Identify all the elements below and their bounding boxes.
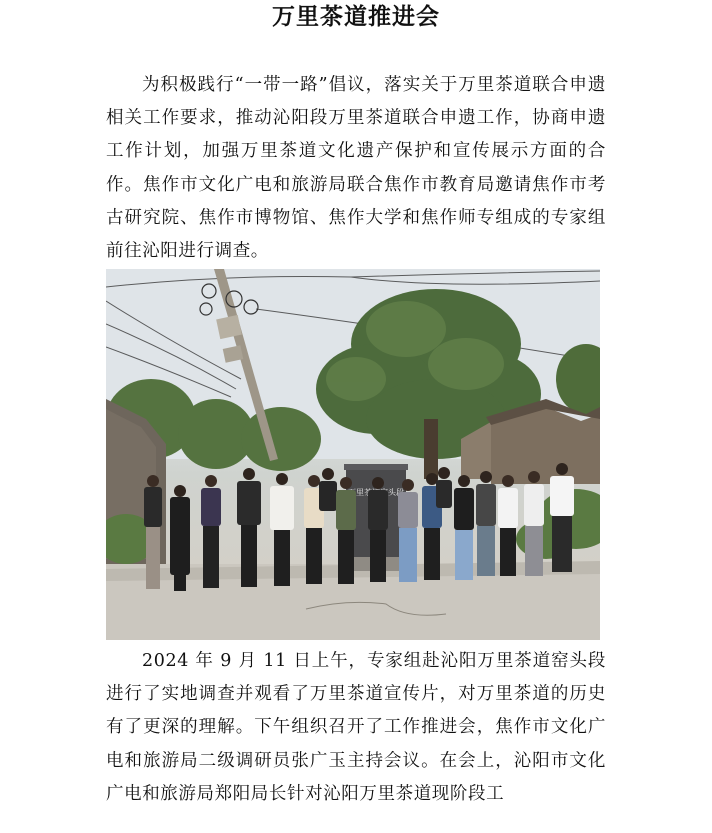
group-photo: [106, 269, 600, 640]
paragraph-intro: 为积极践行“一带一路”倡议，落实关于万里茶道联合申遗相关工作要求，推动沁阳段万里茶道联合申遗工作，协商申遗工作计划，加强万里茶道文化遗产保护和宣传展示方面的合作。焦作市文化广电和旅游局联合焦作市教育局邀请焦作市考古研究院、焦作市博物馆、焦作大学和焦作师专组成的专家组前往沁阳进行调查。: [106, 75, 606, 262]
paragraph-field-survey: 2024 年 9 月 11 日上午，专家组赴沁阳万里茶道窑头段进行了实地调查并观看了万里茶道宣传片，对万里茶道的历史有了更深的理解。下午组织召开了工作推进会，焦作市文化广电和旅游局二级调研员张广玉主持会议。在会上，沁阳市文化广电和旅游局郑阳局长针对沁阳万里茶道现阶段工: [106, 651, 606, 804]
group-photo-illustration: [106, 269, 600, 640]
document-title: 万里茶道推进会: [272, 3, 440, 30]
